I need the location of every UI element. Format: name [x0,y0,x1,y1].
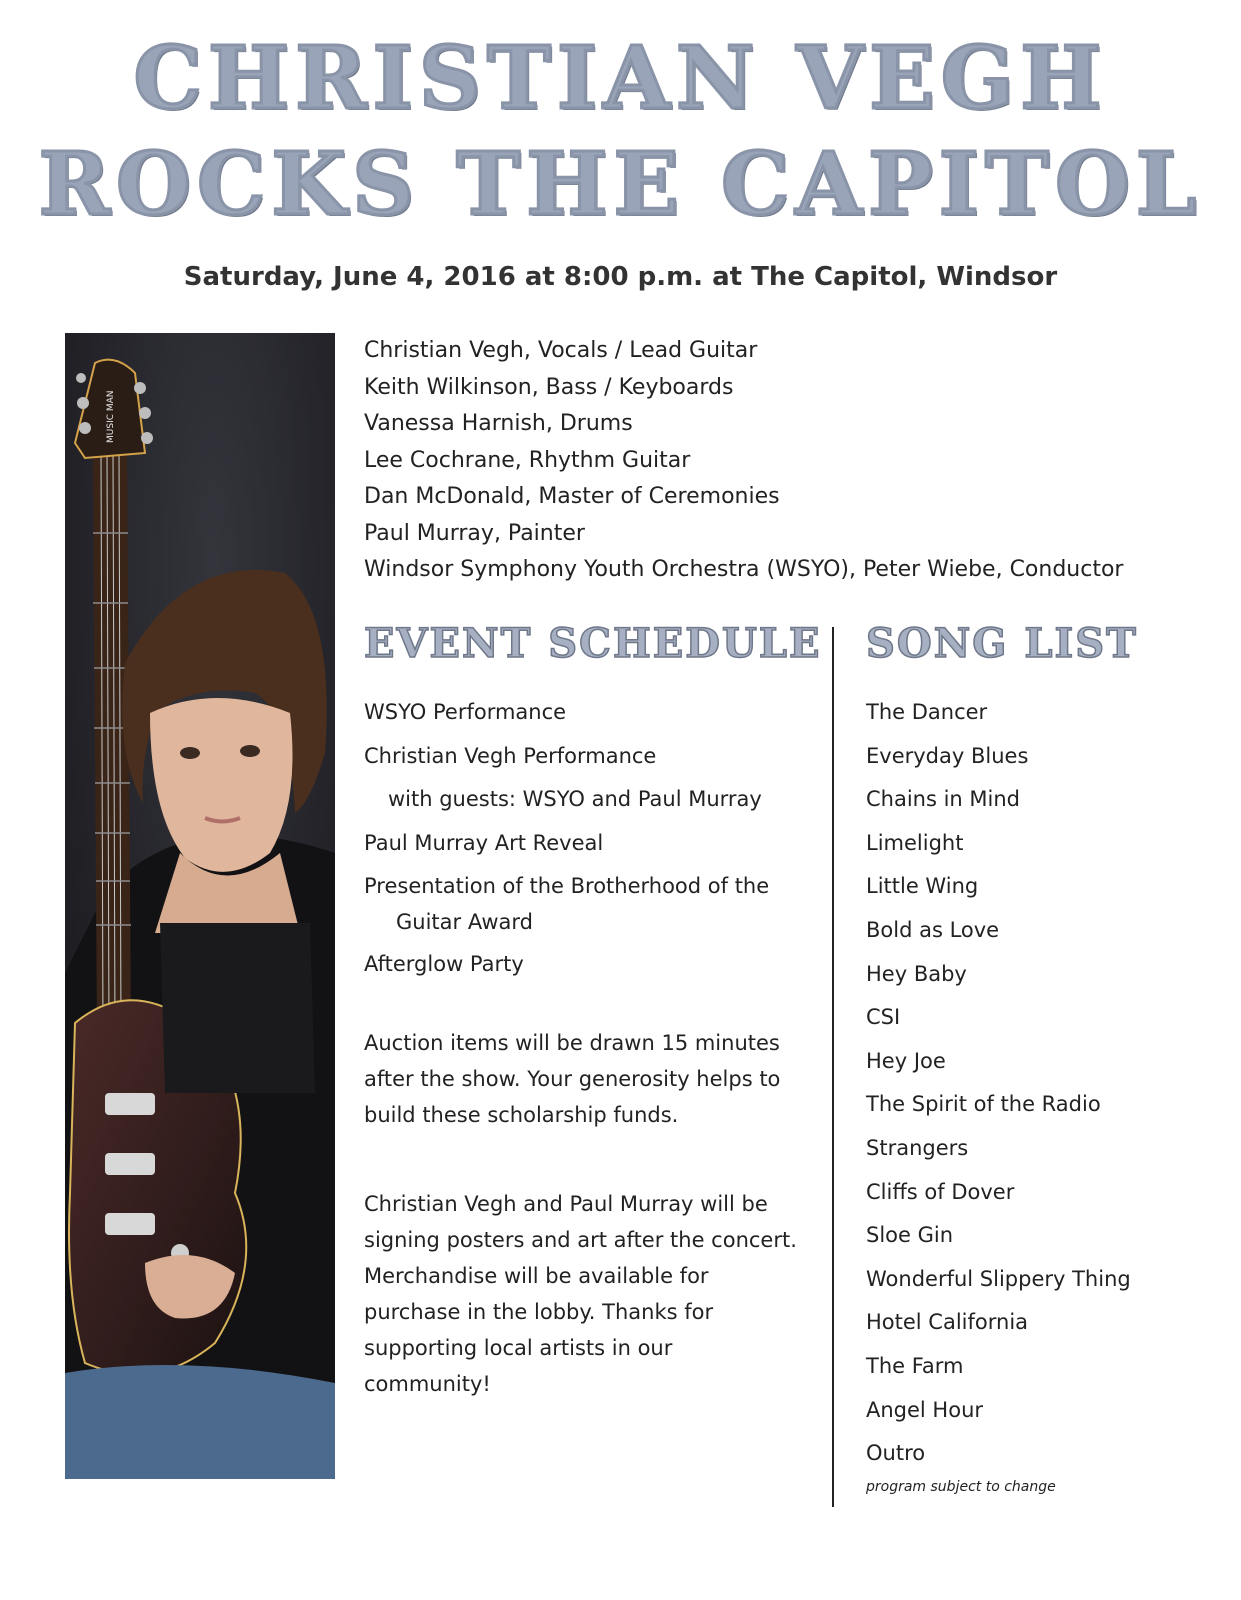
song-item: Everyday Blues [866,743,1029,768]
song-item: Sloe Gin [866,1223,954,1248]
poster-title-line-1: CHRISTIAN VEGH [133,28,1108,129]
song-item: Cliffs of Dover [866,1179,1015,1204]
schedule-item-detail: with guests: WSYO and Paul Murray [388,787,762,811]
schedule-item-line: Guitar Award [396,910,533,934]
cast-member: Lee Cochrane, Rhythm Guitar [364,447,691,473]
song-item: Hotel California [866,1310,1029,1335]
song-item: Chains in Mind [866,787,1021,812]
event-date-venue: Saturday, June 4, 2016 at 8:00 p.m. at The Capitol, Windsor [183,262,1058,292]
song-item: Bold as Love [866,917,1000,942]
poster-title-line-2: ROCKS THE CAPITOL [38,134,1203,235]
schedule-item: Christian Vegh Performance [364,743,657,768]
song-item: Wonderful Slippery Thing [866,1266,1131,1291]
song-item: Hey Joe [866,1048,946,1073]
song-list-heading: SONG LIST [866,620,1138,667]
song-item: Outro [866,1441,926,1466]
schedule-item [364,868,804,940]
song-item: Hey Baby [866,961,967,986]
song-item: The Spirit of the Radio [866,1092,1101,1117]
cast-member: Dan McDonald, Master of Ceremonies [364,484,780,509]
signing-note: Christian Vegh and Paul Murray will be signing posters and art after the concert. Merchandise will be available for purchase in the lobby. Thanks for supporting local artists in our community! [364,1192,797,1396]
guitarist-photo [65,333,335,1479]
guitar-brand-text: MUSIC MAN [106,390,116,443]
cast-list [364,333,1123,589]
event-schedule [364,694,804,990]
auction-note: Auction items will be drawn 15 minutes after the show. Your generosity helps to build these scholarship funds. [364,1031,781,1127]
schedule-item: WSYO Performance [364,700,567,724]
schedule-item-line: Presentation of the Brotherhood of the [364,874,770,898]
song-item: CSI [866,1005,901,1030]
schedule-item: Afterglow Party [364,952,524,976]
song-item: Angel Hour [866,1397,984,1422]
cast-member: Windsor Symphony Youth Orchestra (WSYO), Peter Wiebe, Conductor [364,557,1124,582]
cast-member: Keith Wilkinson, Bass / Keyboards [364,374,734,400]
program-note: program subject to change [866,1479,1056,1495]
cast-member: Paul Murray, Painter [364,520,585,546]
schedule-item: Paul Murray Art Reveal [364,830,604,855]
cast-member: Christian Vegh, Vocals / Lead Guitar [364,338,758,363]
song-item: Strangers [866,1135,969,1160]
song-item: The Dancer [866,700,988,724]
song-item: Limelight [866,830,964,855]
event-schedule-heading: EVENT SCHEDULE [364,620,822,667]
cast-member: Vanessa Harnish, Drums [364,411,633,436]
song-item: The Farm [866,1353,964,1378]
song-item: Little Wing [866,874,979,899]
song-list [866,694,1131,1479]
column-divider [832,627,834,1507]
